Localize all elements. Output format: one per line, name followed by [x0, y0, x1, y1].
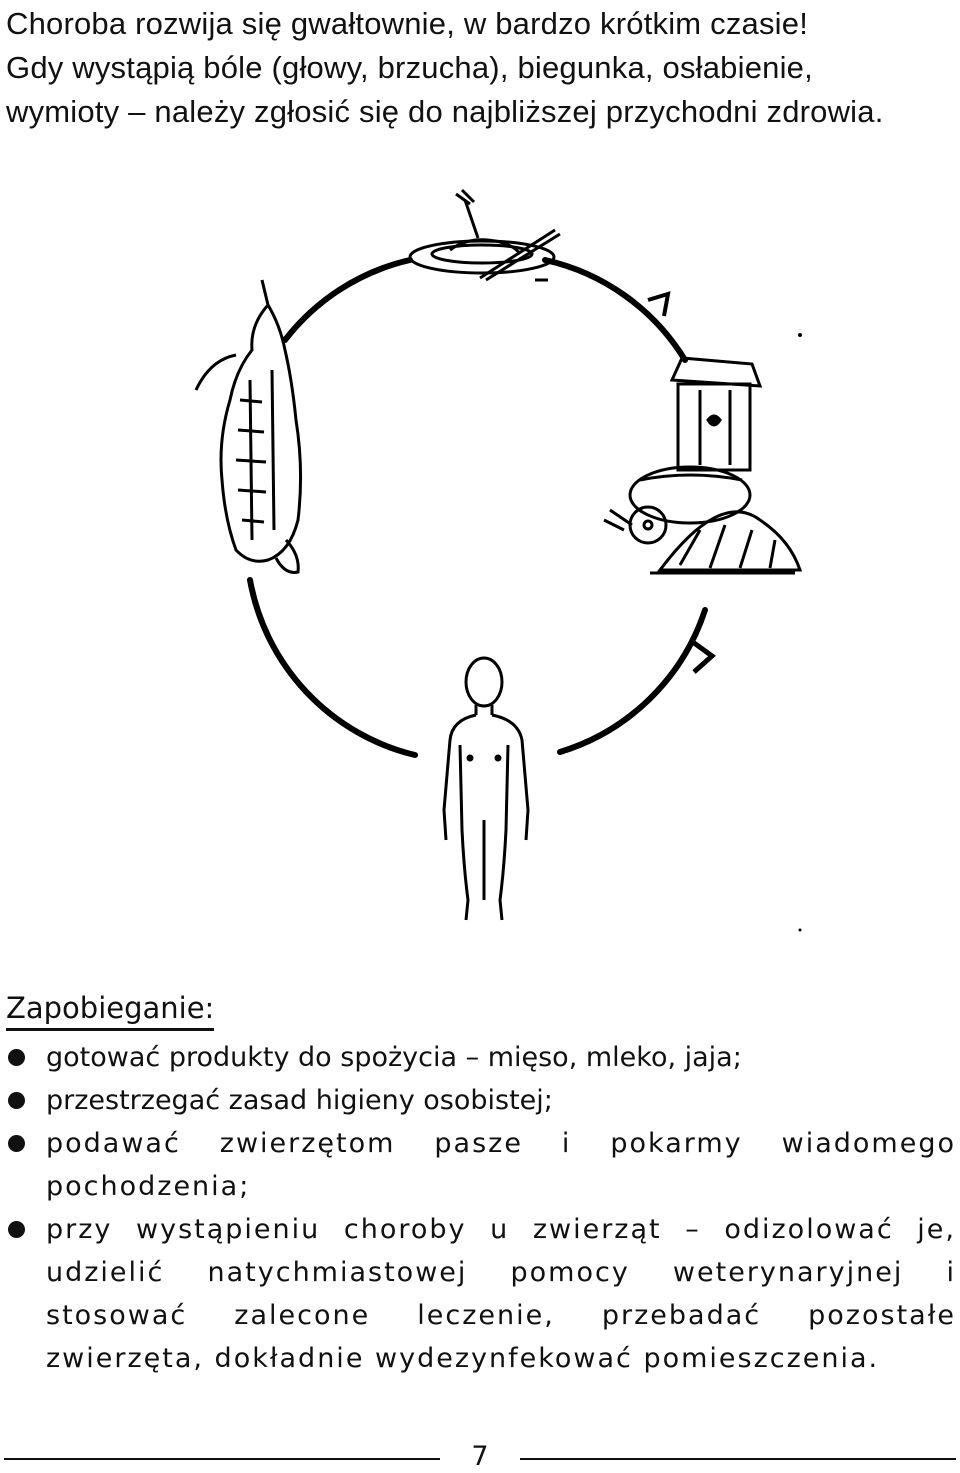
speck	[799, 929, 802, 932]
bullet-icon	[8, 1221, 25, 1238]
transmission-cycle-diagram	[0, 180, 960, 940]
plate-with-food-icon	[410, 190, 560, 280]
prevention-item-text: gotować produkty do spożycia – mięso, mleko, jaja;	[46, 1042, 742, 1073]
intro-line: Gdy wystąpią bóle (głowy, brzucha), biegunka, osłabienie,	[6, 50, 813, 85]
prevention-item	[6, 1208, 956, 1380]
intro-paragraph	[6, 2, 956, 134]
footer-rule	[4, 1458, 440, 1460]
prevention-item-text: podawać zwierzętom pasze i pokarmy wiadomego pochodzenia;	[46, 1128, 956, 1202]
intro-line: Choroba rozwija się gwałtownie, w bardzo krótkim czasie!	[6, 6, 809, 41]
bullet-icon	[8, 1092, 25, 1109]
prevention-list	[6, 1036, 956, 1380]
page-footer	[0, 1440, 960, 1473]
bullet-icon	[8, 1135, 25, 1152]
bullet-icon	[8, 1049, 25, 1066]
prevention-item	[6, 1079, 956, 1122]
speck	[798, 333, 802, 337]
prevention-heading: Zapobieganie:	[6, 990, 214, 1031]
hanging-carcass-icon	[196, 280, 301, 572]
arrow-head-icon	[648, 294, 668, 316]
page-number: 7	[471, 1441, 489, 1472]
prevention-item-text: przestrzegać zasad higieny osobistej;	[46, 1085, 553, 1116]
footer-rule	[520, 1458, 956, 1460]
prevention-item	[6, 1122, 956, 1208]
outhouse-and-manure-cart-icon	[604, 358, 800, 573]
intro-line: wymioty – należy zgłosić się do najbliższej przychodni zdrowia.	[6, 94, 884, 129]
prevention-item	[6, 1036, 956, 1079]
human-figure-icon	[444, 658, 528, 920]
arrow-head-icon	[690, 640, 712, 672]
prevention-item-text: przy wystąpieniu choroby u zwierząt – odizolować je, udzielić natychmiastowej pomocy weterynaryjnej i stosować zalecone leczenie, przebadać pozostałe zwierzęta, dokładnie wydezynfekować pomieszczenia.	[46, 1214, 956, 1374]
